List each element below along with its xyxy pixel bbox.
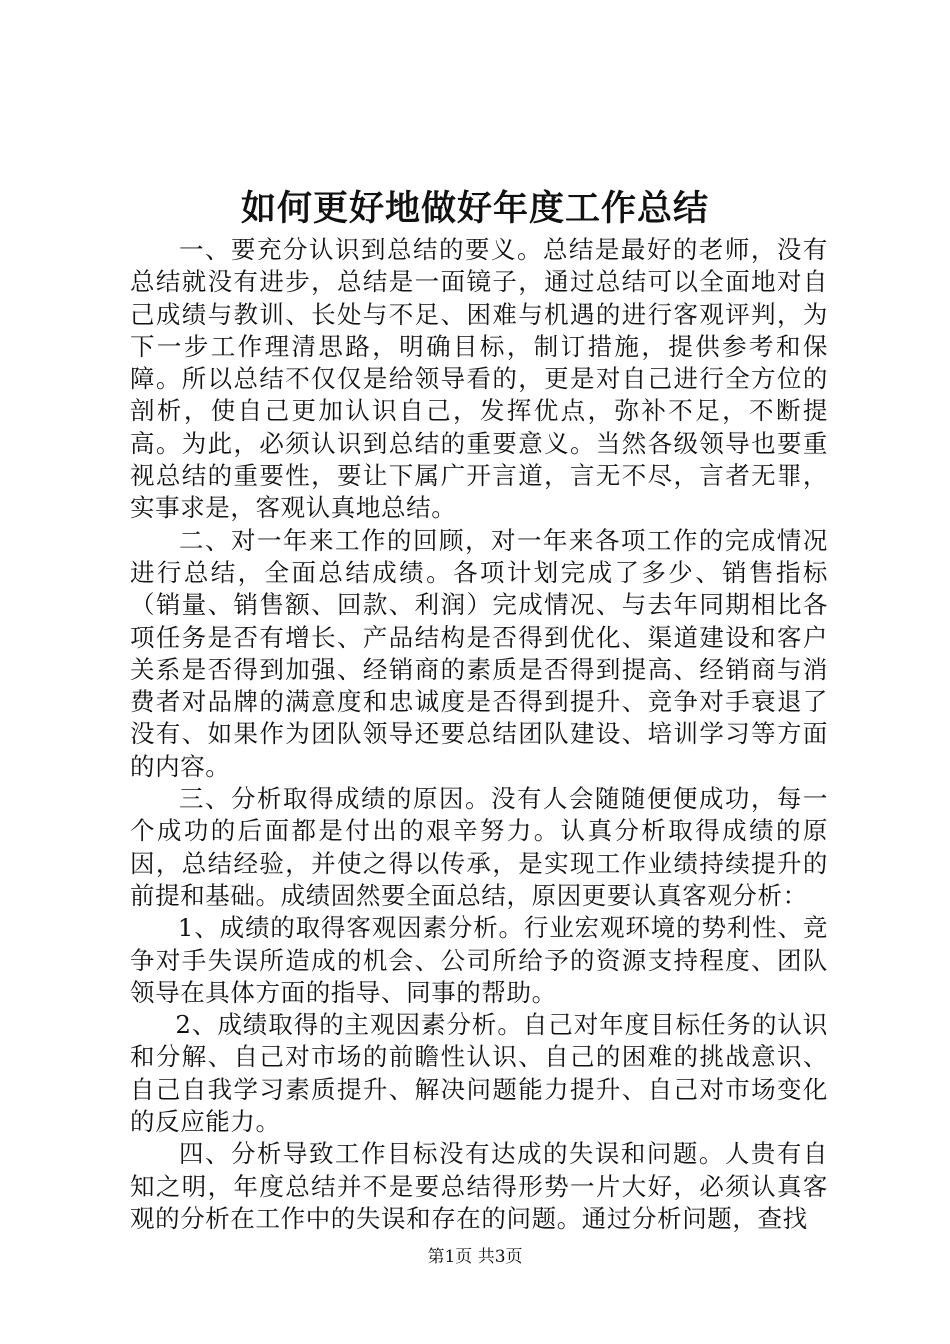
paragraph-3-item-1: 1、成绩的取得客观因素分析。行业宏观环境的势利性、竞争对手失误所造成的机会、公司所给予的资源支持程度、团队领导在具体方面的指导、同事的帮助。 [130,913,828,1007]
paragraph-2: 二、对一年来工作的回顾，对一年来各项工作的完成情况进行总结，全面总结成绩。各项计划完成了多少、销售指标（销量、销售额、回款、利润）完成情况、与去年同期相比各项任务是否有增长、产品结构是否得到优化、渠道建设和客户关系是否得到加强、经销商的素质是否得到提高、经销商与消费者对品牌的满意度和忠诚度是否得到提升、竞争对手衰退了没有、如果作为团队领导还要总结团队建设、培训学习等方面的内容。 [130,525,828,781]
paragraph-3: 三、分析取得成绩的原因。没有人会随随便便成功，每一个成功的后面都是付出的艰辛努力。认真分析取得成绩的原因，总结经验，并使之得以传承，是实现工作业绩持续提升的前提和基础。成绩固然要全面总结，原因更要认真客观分析： [130,784,828,910]
document-title: 如何更好地做好年度工作总结 [240,188,709,229]
page-footer: 第1页 共3页 [427,1247,523,1267]
paragraph-4: 四、分析导致工作目标没有达成的失误和问题。人贵有自知之明，年度总结并不是要总结得形势一片大好，必须认真客观的分析在工作中的失误和存在的问题。通过分析问题，查找 [130,1139,828,1233]
paragraph-1: 一、要充分认识到总结的要义。总结是最好的老师，没有总结就没有进步，总结是一面镜子，通过总结可以全面地对自己成绩与教训、长处与不足、困难与机遇的进行客观评判，为下一步工作理清思路，明确目标，制订措施，提供参考和保障。所以总结不仅仅是给领导看的，更是对自己进行全方位的剖析，使自己更加认识自己，发挥优点，弥补不足，不断提高。为此，必须认识到总结的重要意义。当然各级领导也要重视总结的重要性，要让下属广开言道，言无不尽，言者无罪，实事求是，客观认真地总结。 [130,235,828,523]
document-body [130,234,828,1235]
paragraph-3-item-2: 2、成绩取得的主观因素分析。自己对年度目标任务的认识和分解、自己对市场的前瞻性认识、自己的困难的挑战意识、自己自我学习素质提升、解决问题能力提升、自己对市场变化的反应能力。 [130,1010,828,1137]
